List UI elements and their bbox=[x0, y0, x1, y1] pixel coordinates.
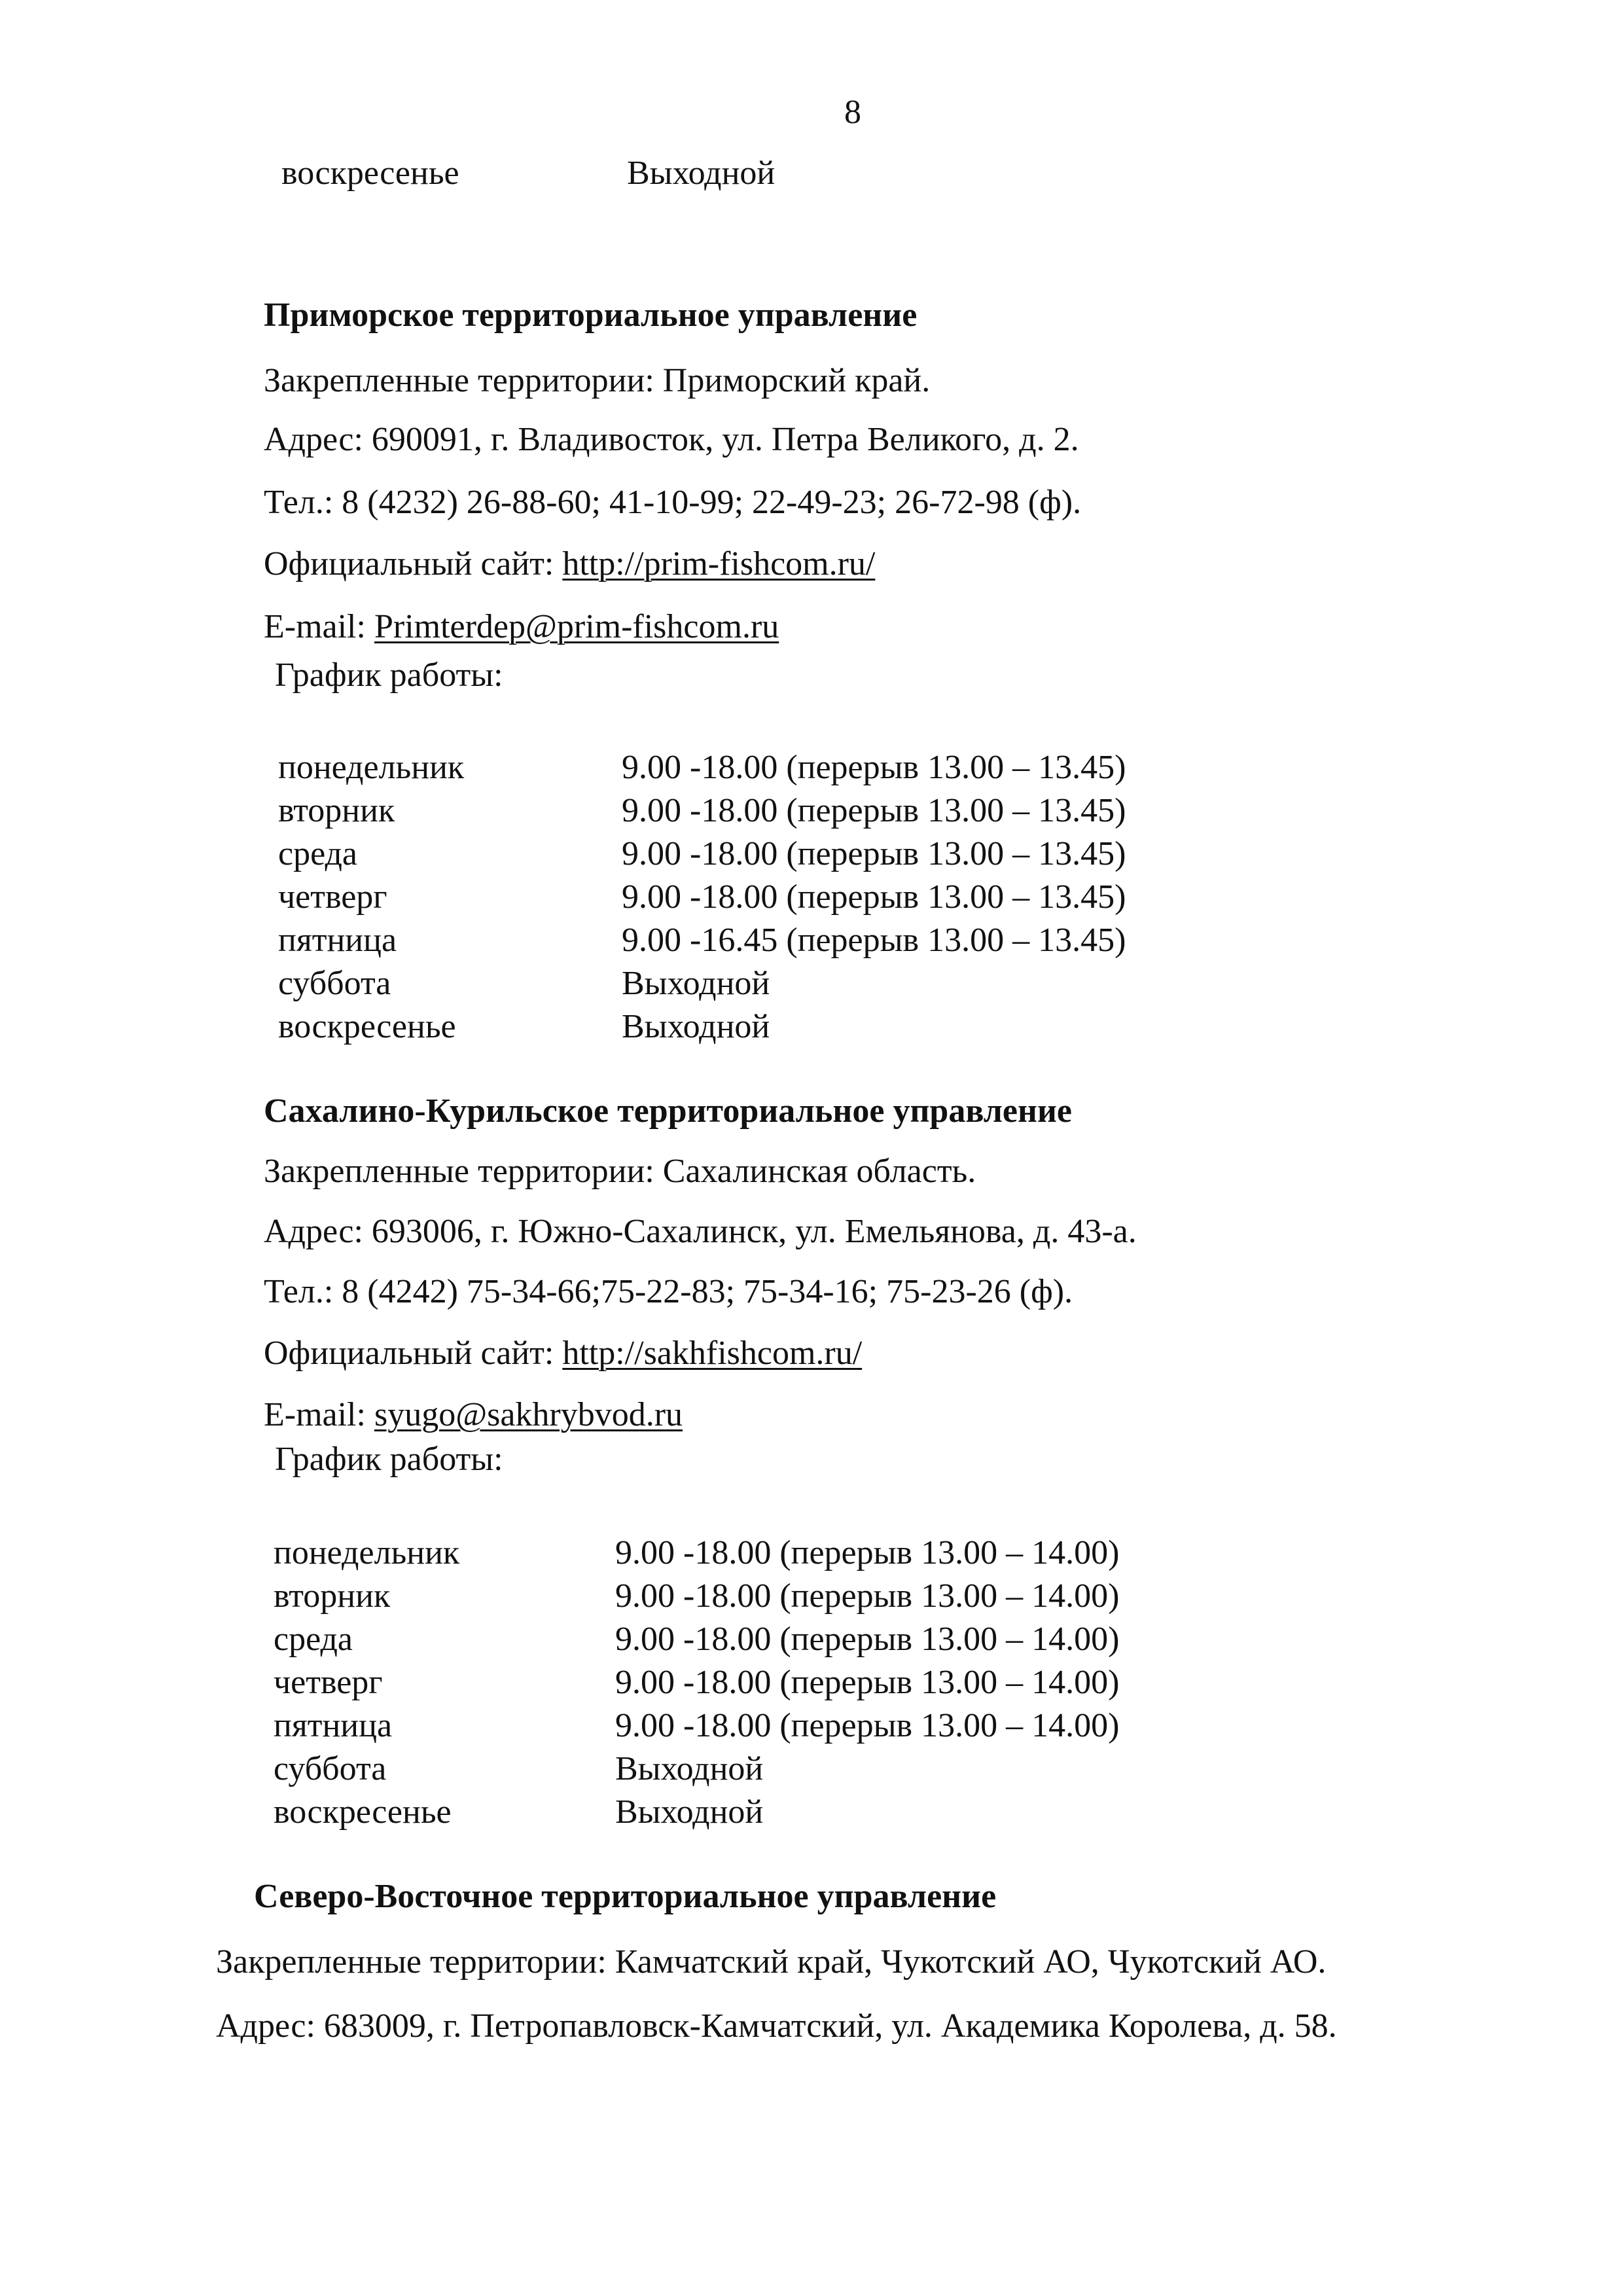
address-line: Адрес: 683009, г. Петропавловск-Камчатский, ул. Академика Королева, д. 58. bbox=[216, 2007, 1337, 2045]
website-link[interactable]: http://sakhfishcom.ru/ bbox=[562, 1335, 863, 1372]
section-title: Сахалино-Курильское территориальное управление bbox=[264, 1092, 1072, 1130]
section-title: Приморское территориальное управление bbox=[264, 296, 918, 334]
schedule-day: суббота bbox=[274, 1750, 387, 1787]
schedule-hours: Выходной bbox=[622, 1008, 770, 1045]
website-link[interactable]: http://prim-fishcom.ru/ bbox=[562, 545, 876, 583]
schedule-day: суббота bbox=[278, 965, 391, 1002]
schedule-hours: 9.00 -18.00 (перерыв 13.00 – 14.00) bbox=[615, 1621, 1120, 1658]
schedule-label: График работы: bbox=[275, 1441, 503, 1478]
schedule-hours: 9.00 -18.00 (перерыв 13.00 – 13.45) bbox=[622, 749, 1126, 786]
email-line bbox=[264, 1395, 683, 1434]
page-number: 8 bbox=[844, 94, 861, 131]
schedule-hours: 9.00 -18.00 (перерыв 13.00 – 13.45) bbox=[622, 835, 1126, 872]
territories-line: Закрепленные территории: Камчатский край, Чукотский АО, Чукотский АО. bbox=[216, 1943, 1327, 1981]
email-link[interactable]: syugo@sakhrybvod.ru bbox=[374, 1396, 683, 1433]
email-line bbox=[264, 607, 779, 646]
schedule-hours: 9.00 -16.45 (перерыв 13.00 – 13.45) bbox=[622, 922, 1126, 959]
website-line bbox=[264, 1334, 862, 1372]
schedule-day: четверг bbox=[278, 878, 387, 916]
website-label: Официальный сайт: bbox=[264, 545, 563, 583]
schedule-day: воскресенье bbox=[274, 1793, 452, 1831]
website-line bbox=[264, 545, 875, 583]
schedule-day: пятница bbox=[278, 922, 397, 959]
schedule-day: воскресенье bbox=[281, 154, 459, 192]
schedule-day: среда bbox=[274, 1621, 353, 1658]
section-title: Северо-Восточное территориальное управление bbox=[254, 1878, 997, 1915]
email-label: E-mail: bbox=[264, 1396, 374, 1433]
territories-line: Закрепленные территории: Приморский край. bbox=[264, 362, 931, 399]
website-label: Официальный сайт: bbox=[264, 1335, 563, 1372]
schedule-hours: Выходной bbox=[622, 965, 770, 1002]
email-link[interactable]: Primterdep@prim-fishcom.ru bbox=[374, 608, 779, 645]
schedule-hours: 9.00 -18.00 (перерыв 13.00 – 13.45) bbox=[622, 878, 1126, 916]
schedule-day: вторник bbox=[274, 1577, 391, 1615]
email-label: E-mail: bbox=[264, 608, 374, 645]
schedule-hours: 9.00 -18.00 (перерыв 13.00 – 14.00) bbox=[615, 1577, 1120, 1615]
address-line: Адрес: 693006, г. Южно-Сахалинск, ул. Емельянова, д. 43-а. bbox=[264, 1213, 1137, 1250]
schedule-hours: 9.00 -18.00 (перерыв 13.00 – 13.45) bbox=[622, 792, 1126, 829]
phone-line: Тел.: 8 (4242) 75-34-66;75-22-83; 75-34-16; 75-23-26 (ф). bbox=[264, 1273, 1073, 1310]
schedule-hours: Выходной bbox=[615, 1793, 764, 1831]
territories-line: Закрепленные территории: Сахалинская область. bbox=[264, 1153, 976, 1190]
schedule-hours: 9.00 -18.00 (перерыв 13.00 – 14.00) bbox=[615, 1707, 1120, 1744]
schedule-hours: 9.00 -18.00 (перерыв 13.00 – 14.00) bbox=[615, 1664, 1120, 1701]
schedule-hours: Выходной bbox=[627, 154, 776, 192]
address-line: Адрес: 690091, г. Владивосток, ул. Петра Великого, д. 2. bbox=[264, 421, 1079, 458]
schedule-day: среда bbox=[278, 835, 358, 872]
schedule-day: четверг bbox=[274, 1664, 383, 1701]
schedule-hours: Выходной bbox=[615, 1750, 764, 1787]
schedule-hours: 9.00 -18.00 (перерыв 13.00 – 14.00) bbox=[615, 1534, 1120, 1571]
schedule-day: пятница bbox=[274, 1707, 393, 1744]
schedule-day: вторник bbox=[278, 792, 395, 829]
phone-line: Тел.: 8 (4232) 26-88-60; 41-10-99; 22-49-23; 26-72-98 (ф). bbox=[264, 484, 1082, 521]
schedule-day: понедельник bbox=[274, 1534, 460, 1571]
schedule-day: воскресенье bbox=[278, 1008, 456, 1045]
schedule-day: понедельник bbox=[278, 749, 465, 786]
schedule-label: График работы: bbox=[275, 656, 503, 694]
